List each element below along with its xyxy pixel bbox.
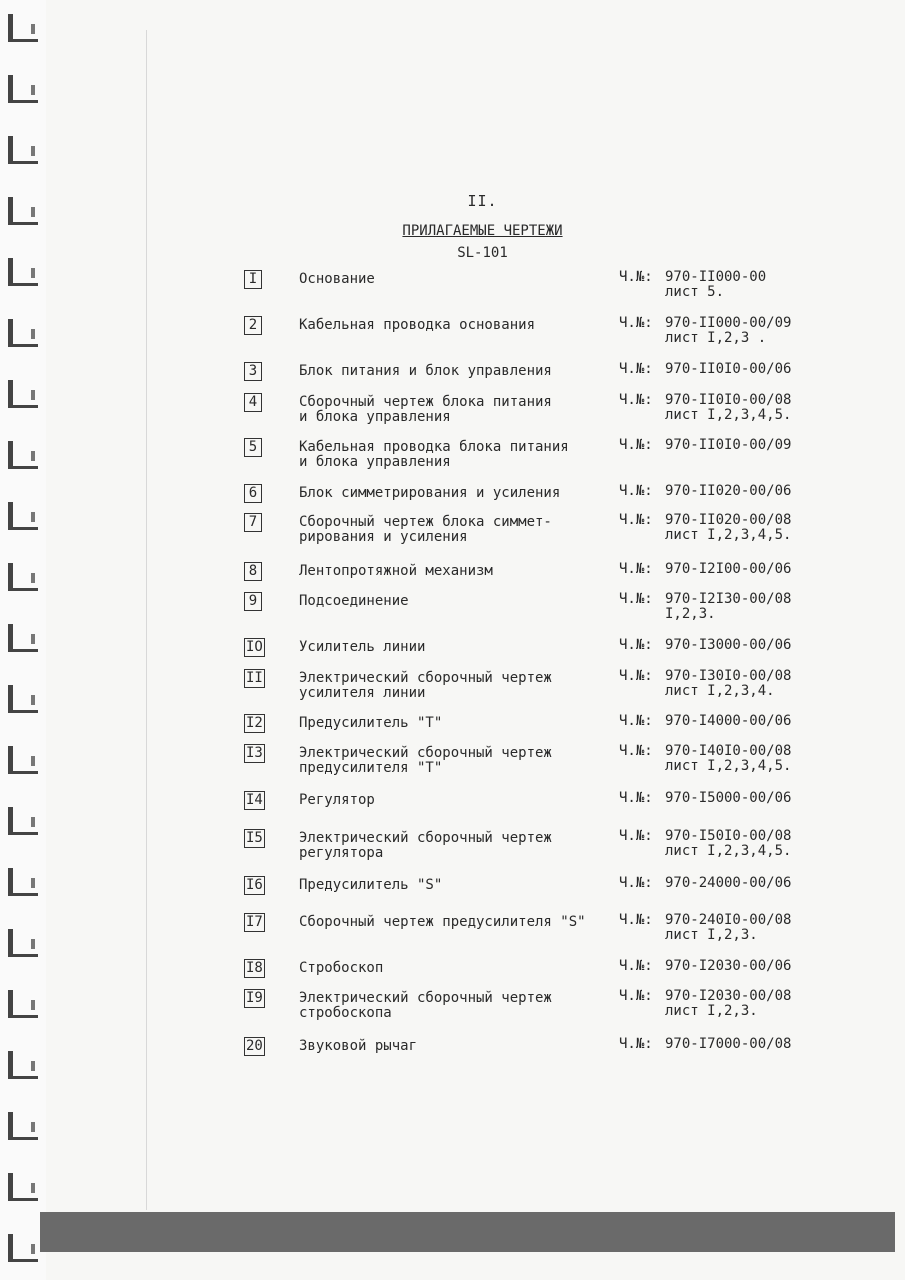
item-title: Лентопротяжной механизм: [299, 563, 493, 579]
binding-ring-icon: [8, 746, 38, 774]
ref-label: Ч.№:: [619, 912, 653, 928]
item-number: 8: [244, 562, 262, 581]
ref-label: Ч.№:: [619, 591, 653, 607]
item-number: 5: [244, 438, 262, 457]
item-number: II: [246, 670, 263, 686]
item-title: Предусилитель "T": [299, 715, 443, 731]
binding-ring-icon: [8, 807, 38, 835]
drawing-code: 970-II000-00 лист 5.: [665, 269, 767, 300]
binding-ring-icon: [8, 868, 38, 896]
item-title: Блок симметрирования и усиления: [299, 485, 561, 501]
drawing-code: 970-24000-00/06: [665, 875, 792, 891]
item-title: Основание: [299, 271, 375, 287]
item-title: Стробоскоп: [299, 960, 384, 976]
drawing-code: 970-I2030-00/06: [665, 958, 792, 974]
scan-shadow-band: [40, 1212, 895, 1252]
item-number: I7: [246, 914, 263, 930]
item-number: I8: [246, 960, 263, 976]
drawing-code: 970-I3000-00/06: [665, 637, 792, 653]
drawing-code: 970-II0I0-00/09: [665, 437, 792, 453]
section-number: II.: [467, 192, 498, 210]
item-title: Электрический сборочный чертеж стробоскопа: [299, 990, 552, 1021]
binding-ring-icon: [8, 75, 38, 103]
ref-label: Ч.№:: [619, 743, 653, 759]
binding-ring-icon: [8, 502, 38, 530]
page-title: ПРИЛАГАЕМЫЕ ЧЕРТЕЖИ: [402, 223, 563, 239]
ref-label: Ч.№:: [619, 561, 653, 577]
binding-ring-icon: [8, 624, 38, 652]
drawing-code: 970-I50I0-00/08 лист I,2,3,4,5.: [665, 828, 792, 859]
drawing-code: 970-I7000-00/08: [665, 1036, 792, 1052]
item-title: Электрический сборочный чертеж усилителя линии: [299, 670, 552, 701]
ref-label: Ч.№:: [619, 988, 653, 1004]
item-title: Электрический сборочный чертеж регулятора: [299, 830, 552, 861]
item-number: 3: [244, 362, 262, 381]
ref-label: Ч.№:: [619, 315, 653, 331]
ref-label: Ч.№:: [619, 790, 653, 806]
item-number: 7: [244, 513, 262, 532]
ref-label: Ч.№:: [619, 713, 653, 729]
drawing-code: 970-II000-00/09 лист I,2,3 .: [665, 315, 792, 346]
binding-ring-icon: [8, 319, 38, 347]
item-number: 9: [244, 592, 262, 611]
drawing-code: 970-I30I0-00/08 лист I,2,3,4.: [665, 668, 792, 699]
item-number: 6: [244, 484, 262, 503]
item-title: Блок питания и блок управления: [299, 363, 552, 379]
item-number: 20: [246, 1038, 263, 1054]
model-label: SL-101: [457, 245, 508, 261]
item-title: Сборочный чертеж блока симмет- рирования и усиления: [299, 514, 552, 545]
item-title: Подсоединение: [299, 593, 409, 609]
item-number: I5: [246, 830, 263, 846]
drawing-code: 970-II0I0-00/06: [665, 361, 792, 377]
ref-label: Ч.№:: [619, 828, 653, 844]
drawing-code: 970-II0I0-00/08 лист I,2,3,4,5.: [665, 392, 792, 423]
item-title: Усилитель линии: [299, 639, 426, 655]
ref-label: Ч.№:: [619, 512, 653, 528]
item-title: Сборочный чертеж предусилителя "S": [299, 914, 586, 930]
binding-ring-icon: [8, 14, 38, 42]
item-title: Звуковой рычаг: [299, 1038, 418, 1054]
drawing-code: 970-I2I30-00/08 I,2,3.: [665, 591, 792, 622]
ref-label: Ч.№:: [619, 437, 653, 453]
binding-ring-icon: [8, 563, 38, 591]
drawing-code: 970-I2030-00/08 лист I,2,3.: [665, 988, 792, 1019]
binding-ring-icon: [8, 685, 38, 713]
binding-ring-icon: [8, 136, 38, 164]
ref-label: Ч.№:: [619, 392, 653, 408]
ref-label: Ч.№:: [619, 1036, 653, 1052]
drawing-code: 970-II020-00/08 лист I,2,3,4,5.: [665, 512, 792, 543]
binding-ring-icon: [8, 1234, 38, 1262]
drawing-code: 970-240I0-00/08 лист I,2,3.: [665, 912, 792, 943]
item-number: 4: [244, 393, 262, 412]
item-title: Сборочный чертеж блока питания и блока управления: [299, 394, 552, 425]
ref-label: Ч.№:: [619, 958, 653, 974]
item-title: Регулятор: [299, 792, 375, 808]
ref-label: Ч.№:: [619, 269, 653, 285]
item-title: Электрический сборочный чертеж предусилителя "T": [299, 745, 552, 776]
binding-ring-icon: [8, 258, 38, 286]
binding-ring-icon: [8, 441, 38, 469]
drawing-code: 970-I5000-00/06: [665, 790, 792, 806]
item-number: I3: [246, 745, 263, 761]
drawing-code: 970-II020-00/06: [665, 483, 792, 499]
item-number: 2: [244, 316, 262, 335]
item-number: I4: [246, 792, 263, 808]
drawing-code: 970-I2I00-00/06: [665, 561, 792, 577]
item-number: I: [244, 270, 262, 289]
item-title: Кабельная проводка основания: [299, 317, 536, 333]
ref-label: Ч.№:: [619, 483, 653, 499]
binding-ring-icon: [8, 929, 38, 957]
ref-label: Ч.№:: [619, 361, 653, 377]
item-title: Предусилитель "S": [299, 877, 443, 893]
item-number: I9: [246, 990, 263, 1006]
item-number: IO: [246, 639, 263, 655]
binding-ring-icon: [8, 1051, 38, 1079]
item-title: Кабельная проводка блока питания и блока управления: [299, 439, 569, 470]
binding-ring-icon: [8, 1112, 38, 1140]
item-number: I6: [246, 877, 263, 893]
ref-label: Ч.№:: [619, 668, 653, 684]
item-number: I2: [246, 715, 263, 731]
ref-label: Ч.№:: [619, 875, 653, 891]
drawing-code: 970-I40I0-00/08 лист I,2,3,4,5.: [665, 743, 792, 774]
binding-ring-icon: [8, 1173, 38, 1201]
binding-ring-icon: [8, 380, 38, 408]
binding-ring-icon: [8, 990, 38, 1018]
drawing-code: 970-I4000-00/06: [665, 713, 792, 729]
ref-label: Ч.№:: [619, 637, 653, 653]
